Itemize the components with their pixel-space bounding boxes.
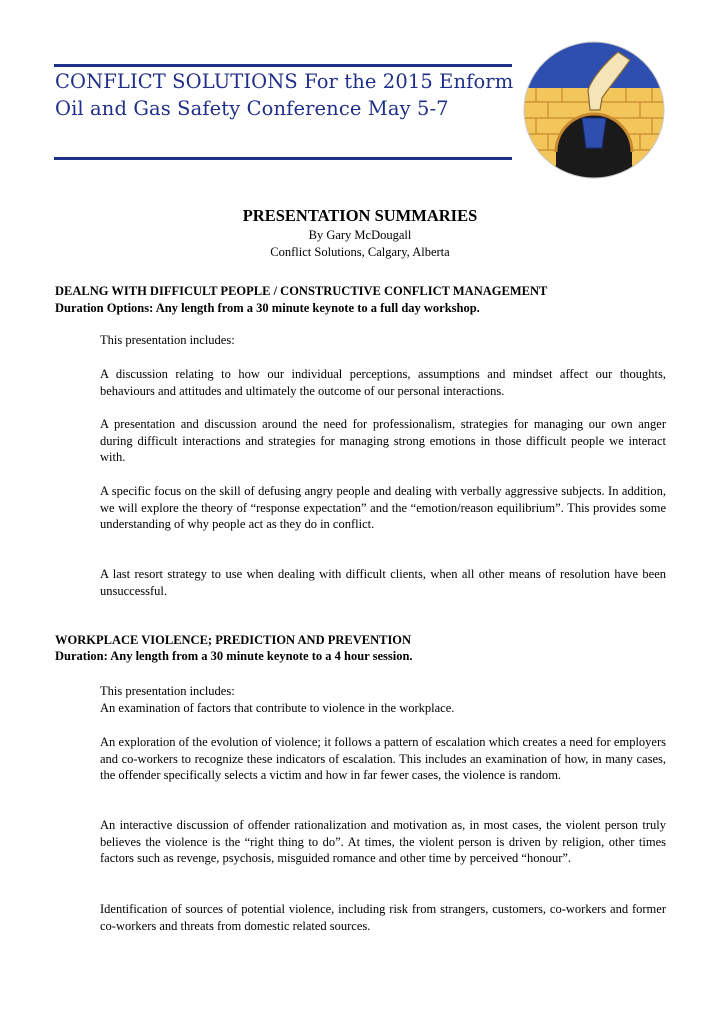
section-2-heading: WORKPLACE VIOLENCE; PREDICTION AND PREVENTION xyxy=(55,633,412,647)
section-1-heading: DEALNG WITH DIFFICULT PEOPLE / CONSTRUCTIVE CONFLICT MANAGEMENT xyxy=(55,284,548,298)
section-2-paragraph: An interactive discussion of offender rationalization and motivation as, in most cases, the violent person truly believes the violence is the “right thing to do”. At times, the violent person is driven by religion, other times factors such as revenge, psychosis, misguided romance and other time by perceived “honour”. xyxy=(100,818,666,866)
section-2-paragraph: Identification of sources of potential violence, including risk from strangers, customers, co-workers and former co-workers and threats from domestic related sources. xyxy=(100,902,666,933)
section-1-paragraph: A specific focus on the skill of defusing angry people and dealing with verbally aggressive subjects. In addition, we will explore the theory of “response expectation” and the “emotion/reason equilibrium”. This provides some understanding of why people act as they do in conflict. xyxy=(100,484,666,532)
section-2-paragraph: This presentation includes: xyxy=(100,684,235,698)
section-1-paragraph: This presentation includes: xyxy=(100,333,235,347)
section-2-paragraph: An exploration of the evolution of violence; it follows a pattern of escalation which creates a need for employers and co-workers to recognize these indicators of escalation. This includes an examination of how, in many cases, the offender specifically selects a victim and how in far fewer cases, the violence is random. xyxy=(100,735,666,783)
section-1-paragraph: A discussion relating to how our individual perceptions, assumptions and mindset affect our thoughts, behaviours and attitudes and ultimately the outcome of our personal interactions. xyxy=(100,367,666,398)
document-title: CONFLICT SOLUTIONS For the 2015 Enform Oil and Gas Safety Conference May 5-7 xyxy=(55,70,514,120)
hand-placing-keystone-icon xyxy=(522,40,666,180)
author-byline: By Gary McDougall xyxy=(308,228,412,242)
presentation-title: PRESENTATION SUMMARIES xyxy=(242,206,478,225)
header-bottom-rule xyxy=(54,157,512,160)
section-1-paragraph: A presentation and discussion around the need for professionalism, strategies for managing our own anger during difficult interactions and strategies for managing strong emotions in those difficult people we interact with. xyxy=(100,417,666,465)
author-affiliation: Conflict Solutions, Calgary, Alberta xyxy=(270,245,450,259)
section-1-paragraph: A last resort strategy to use when dealing with difficult clients, when all other means of resolution have been unsuccessful. xyxy=(100,567,666,598)
header-top-rule xyxy=(54,64,512,67)
section-1-duration: Duration Options: Any length from a 30 minute keynote to a full day workshop. xyxy=(55,301,480,315)
section-2-duration: Duration: Any length from a 30 minute keynote to a 4 hour session. xyxy=(55,649,413,663)
section-2-paragraph: An examination of factors that contribute to violence in the workplace. xyxy=(100,701,455,715)
